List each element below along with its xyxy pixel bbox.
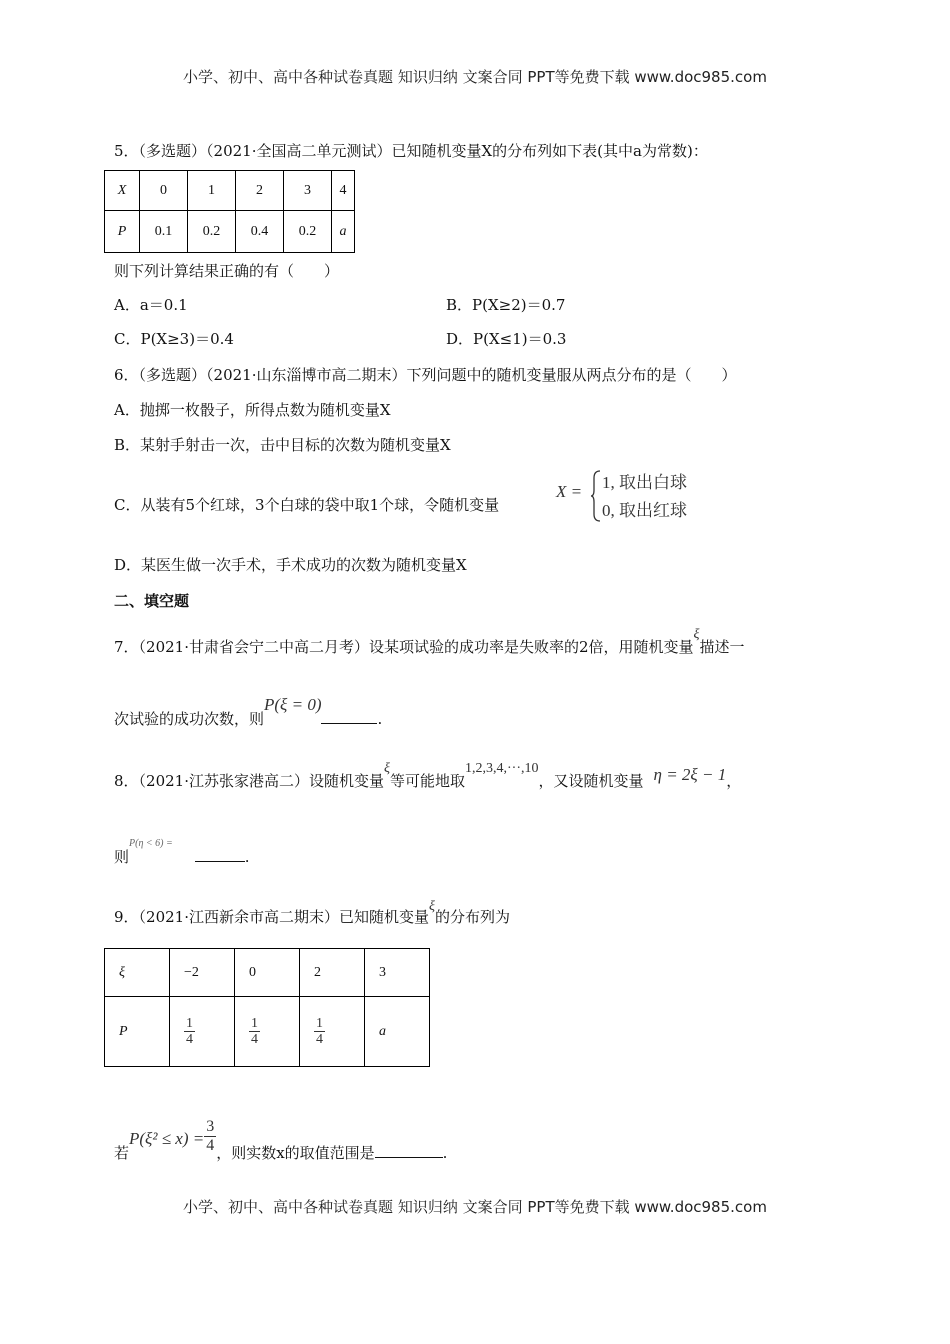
fraction-denominator: 4 (251, 1032, 258, 1047)
q6-option-d: D．某医生做一次手术，手术成功的次数为随机变量X (114, 556, 467, 574)
table-cell: 4 (332, 171, 355, 211)
table-cell: P (105, 211, 140, 253)
q7-line2-text: 次试验的成功次数，则 (114, 710, 265, 728)
q9-xi-symbol: ξ (429, 899, 435, 914)
table-cell: 3 (365, 949, 430, 997)
q9-condition-line (114, 1106, 448, 1163)
table-cell: P (105, 997, 170, 1067)
piecewise-lhs: X = (556, 482, 583, 501)
piecewise-case-1: 1, 取出白球 (602, 473, 687, 492)
table-cell: a (332, 211, 355, 253)
q7-line-2 (114, 695, 383, 729)
q5-option-a: A．a＝0.1 (114, 296, 188, 314)
fraction-numerator: 1 (316, 1015, 323, 1031)
table-cell: 2 (300, 949, 365, 997)
fraction-denominator: 4 (186, 1032, 193, 1047)
table-row (105, 949, 430, 997)
q6-option-b: B．某射手射击一次，击中目标的次数为随机变量X (114, 436, 451, 454)
q7-stem-line (114, 627, 745, 657)
q5-option-b: B．P(X≥2)＝0.7 (446, 296, 566, 314)
table-cell: 0 (140, 171, 188, 211)
q9-end: . (442, 1144, 448, 1163)
piecewise-case-2: 0, 取出红球 (602, 501, 687, 520)
q8-stem: 8．（2021·江苏张家港高二）设随机变量 (114, 772, 384, 790)
fraction-numerator: 1 (251, 1015, 258, 1031)
q9-stem-tail: 的分布列为 (435, 908, 511, 926)
q8-mid: 等可能地取 (390, 772, 466, 790)
q6-option-a: A．抛掷一枚骰子，所得点数为随机变量X (114, 401, 391, 419)
header-banner: 小学、初中、高中各种试卷真题 知识归纳 文案合同 PPT等免费下载 www.doc985.com (183, 68, 767, 86)
q8-xi-symbol: ξ (384, 761, 390, 776)
table-cell (170, 997, 235, 1067)
fraction-numerator: 3 (206, 1118, 215, 1135)
table-cell: 0.4 (236, 211, 284, 253)
table-cell (235, 997, 300, 1067)
q8-values: 1,2,3,4,···,10 (465, 761, 539, 776)
q9-distribution-table (104, 948, 430, 1067)
table-row (105, 171, 355, 211)
q5-option-c: C．P(X≥3)＝0.4 (114, 330, 234, 348)
table-cell: 0.1 (140, 211, 188, 253)
q9-stem: 9．（2021·江西新余市高二期末）已知随机变量 (114, 908, 429, 926)
q5-option-d: D．P(X≤1)＝0.3 (446, 330, 567, 348)
q6-option-c: C．从装有5个红球，3个白球的袋中取1个球，令随机变量 (114, 496, 500, 514)
table-cell: 0.2 (188, 211, 236, 253)
table-cell: a (365, 997, 430, 1067)
table-cell: 0 (235, 949, 300, 997)
q6-stem: 6．（多选题）（2021·山东淄博市高二期末）下列问题中的随机变量服从两点分布的是（ ） (114, 366, 737, 384)
table-cell: X (105, 171, 140, 211)
answer-blank (375, 1157, 443, 1158)
table-cell: ξ (105, 949, 170, 997)
q7-stem: 7．（2021·甘肃省会宁二中高二月考）设某项试验的成功率是失败率的2倍，用随机变量 (114, 638, 694, 656)
q8-mid2: ，又设随机变量 (538, 772, 644, 790)
section-title: 二、填空题 (114, 592, 190, 610)
q8-expression: P(η < 6) = (129, 838, 173, 849)
fraction-numerator: 1 (186, 1015, 193, 1031)
q8-line2-pre: 则 (114, 848, 130, 866)
q9-cond-tail: ，则实数x的取值范围是 (216, 1144, 375, 1163)
q8-end: . (244, 848, 250, 866)
table-cell: 0.2 (284, 211, 332, 253)
q9-stem-line (114, 899, 511, 927)
q9-condition-expression: P(ξ² ≤ x) = (129, 1129, 205, 1149)
table-cell: −2 (170, 949, 235, 997)
table-cell: 2 (236, 171, 284, 211)
q8-eta-definition: η = 2ξ − 1 (653, 765, 727, 784)
q5-stem: 5．（多选题）（2021·全国高二单元测试）已知随机变量X的分布列如下表(其中a为常数)： (114, 142, 708, 160)
table-cell: 3 (284, 171, 332, 211)
answer-blank (195, 861, 245, 862)
q7-end: . (377, 710, 383, 728)
fraction-denominator: 4 (206, 1136, 215, 1154)
q6-piecewise-formula (556, 468, 716, 524)
q7-expression: P(ξ = 0) (264, 695, 322, 714)
q9-condition-fraction (204, 1118, 216, 1154)
q7-stem-tail: 描述一 (699, 638, 745, 656)
table-cell: 1 (188, 171, 236, 211)
table-row (105, 997, 430, 1067)
answer-blank (321, 723, 377, 724)
q8-stem-line (114, 761, 742, 791)
q9-cond-pre: 若 (114, 1144, 130, 1163)
table-row (105, 211, 355, 253)
fraction-denominator: 4 (316, 1032, 323, 1047)
q8-comma: ， (726, 772, 742, 790)
q5-prompt: 则下列计算结果正确的有（ ） (114, 262, 340, 280)
footer-banner: 小学、初中、高中各种试卷真题 知识归纳 文案合同 PPT等免费下载 www.doc985.com (183, 1198, 767, 1216)
table-cell (300, 997, 365, 1067)
brace-icon (590, 470, 602, 522)
q7-xi-symbol: ξ (693, 627, 700, 642)
q5-distribution-table (104, 170, 355, 253)
